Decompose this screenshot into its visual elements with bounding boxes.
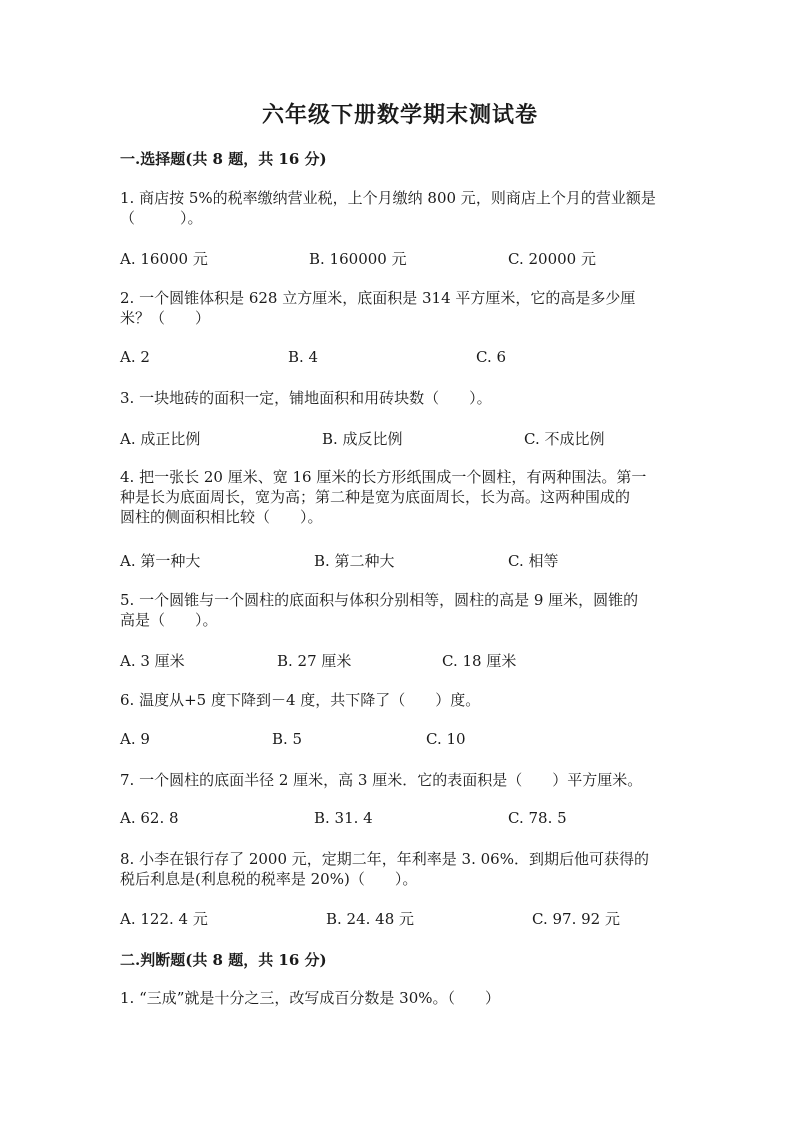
question-4	[120, 467, 680, 527]
option-c: C. 20000 元	[508, 250, 596, 268]
question-2-line-2: 米？（ ）	[120, 309, 211, 327]
option-a: A. 62. 8	[120, 809, 179, 827]
option-b: B. 31. 4	[314, 809, 373, 827]
question-1-line-2: （ ）。	[120, 209, 203, 227]
section-heading-judgement: 二.判断题(共 8 题，共 16 分)	[120, 951, 327, 969]
question-1-options	[120, 248, 680, 268]
question-5	[120, 590, 680, 630]
question-7-line-1: 7. 一个圆柱的底面半径 2 厘米，高 3 厘米．它的表面积是（ ）平方厘米。	[120, 771, 643, 789]
option-b: B. 4	[288, 348, 319, 366]
option-b: B. 第二种大	[314, 552, 395, 570]
question-4-line-1: 4. 把一张长 20 厘米、宽 16 厘米的长方形纸围成一个圆柱，有两种围法。第一	[120, 468, 647, 486]
option-c: C. 6	[476, 348, 507, 366]
option-c: C. 78. 5	[508, 809, 567, 827]
option-c: C. 18 厘米	[442, 652, 517, 670]
question-4-options	[120, 550, 680, 570]
question-1-line-1: 1. 商店按 5%的税率缴纳营业税，上个月缴纳 800 元，则商店上个月的营业额是	[120, 189, 656, 207]
question-8-line-2: 税后利息是(利息税的税率是 20%)（ ）。	[120, 870, 418, 888]
question-4-line-3: 圆柱的侧面积相比较（ ）。	[120, 508, 323, 526]
section-heading-choice: 一.选择题(共 8 题，共 16 分)	[120, 150, 327, 168]
question-2	[120, 288, 680, 328]
option-c: C. 相等	[508, 552, 559, 570]
option-a: A. 3 厘米	[120, 652, 185, 670]
option-a: A. 16000 元	[120, 250, 208, 268]
question-1	[120, 188, 680, 228]
question-3-options	[120, 428, 680, 448]
option-b: B. 5	[272, 730, 303, 748]
question-3-line-1: 3. 一块地砖的面积一定，铺地面积和用砖块数（ ）。	[120, 389, 492, 407]
option-c: C. 不成比例	[524, 430, 605, 448]
page-title: 六年级下册数学期末测试卷	[261, 102, 538, 128]
question-6-line-1: 6. 温度从+5 度下降到－4 度，共下降了（ ）度。	[120, 691, 481, 709]
question-8-options	[120, 908, 680, 928]
question-5-line-2: 高是（ ）。	[120, 611, 218, 629]
question-5-line-1: 5. 一个圆锥与一个圆柱的底面积与体积分别相等，圆柱的高是 9 厘米，圆锥的	[120, 591, 639, 609]
option-b: B. 24. 48 元	[326, 910, 415, 928]
question-6-options	[120, 730, 680, 750]
question-7-options	[120, 809, 680, 829]
option-c: C. 10	[426, 730, 466, 748]
option-b: B. 成反比例	[322, 430, 403, 448]
option-b: B. 27 厘米	[277, 652, 352, 670]
question-2-line-1: 2. 一个圆锥体积是 628 立方厘米，底面积是 314 平方厘米，它的高是多少厘	[120, 289, 636, 307]
question-2-options	[120, 348, 680, 368]
option-a: A. 成正比例	[120, 430, 201, 448]
judgement-question-1-line-1: 1. “三成”就是十分之三，改写成百分数是 30%。（ ）	[120, 989, 501, 1007]
question-3	[120, 388, 680, 408]
judgement-question-1	[120, 988, 680, 1008]
question-8-line-1: 8. 小李在银行存了 2000 元，定期二年，年利率是 3. 06%．到期后他可获得的	[120, 850, 649, 868]
option-a: A. 122. 4 元	[120, 910, 208, 928]
question-4-line-2: 种是长为底面周长，宽为高；第二种是宽为底面周长，长为高。这两种围成的	[120, 488, 631, 506]
option-a: A. 9	[120, 730, 150, 748]
question-5-options	[120, 650, 680, 670]
question-7	[120, 770, 680, 790]
option-c: C. 97. 92 元	[532, 910, 620, 928]
option-a: A. 第一种大	[120, 552, 201, 570]
option-a: A. 2	[120, 348, 150, 366]
option-b: B. 160000 元	[309, 250, 407, 268]
question-6	[120, 690, 680, 710]
question-8	[120, 849, 680, 889]
